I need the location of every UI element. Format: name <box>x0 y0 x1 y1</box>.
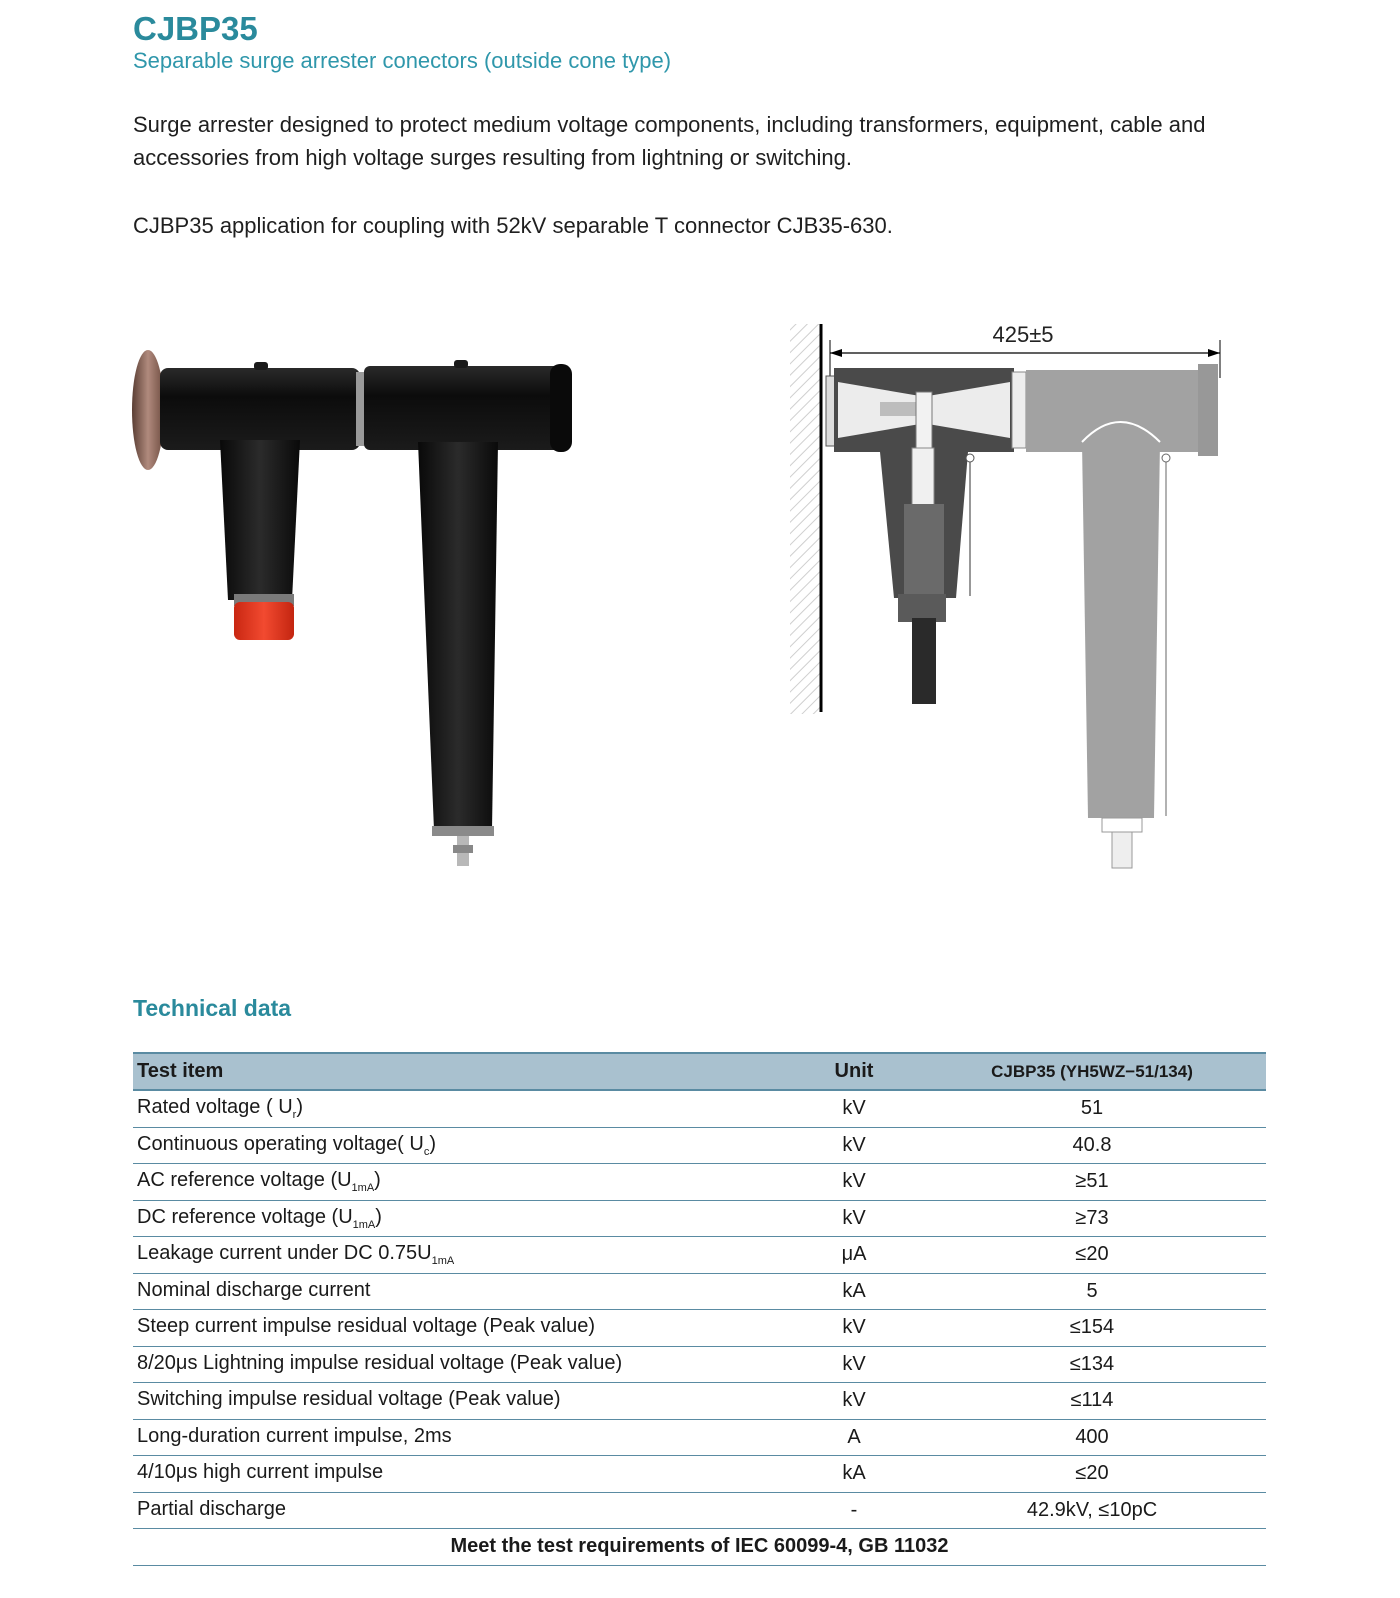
product-subtitle: Separable surge arrester conectors (outside cone type) <box>133 48 672 73</box>
unit-cell: kA <box>790 1273 918 1310</box>
value-cell: 5 <box>918 1273 1266 1310</box>
table-row <box>133 1164 1266 1201</box>
unit-cell: kV <box>790 1383 918 1420</box>
table-footer-note: Meet the test requirements of IEC 60099-4, GB 11032 <box>133 1529 1266 1566</box>
technical-data-table <box>133 1052 1266 1566</box>
product-title: CJBP35 <box>133 10 258 47</box>
column-header-value: CJBP35 (YH5WZ−51/134) <box>918 1053 1266 1090</box>
value-cell: ≥51 <box>918 1164 1266 1201</box>
test-item-cell: DC reference voltage $(U_{1mA})$ <box>133 1200 790 1237</box>
technical-data-heading: Technical data <box>133 995 292 1021</box>
test-item-cell: Switching impulse residual voltage (Peak value) <box>133 1383 790 1420</box>
value-cell: ≤154 <box>918 1310 1266 1347</box>
value-cell: ≥73 <box>918 1200 1266 1237</box>
description-paragraph-1: Surge arrester designed to protect medium voltage components, including transformers, equipment, cable and accessories from high voltage surges resulting from lightning or switching. <box>133 112 1206 170</box>
unit-cell: kV <box>790 1127 918 1164</box>
table-row <box>133 1200 1266 1237</box>
test-item-cell: Nominal discharge current <box>133 1273 790 1310</box>
unit-cell: kV <box>790 1346 918 1383</box>
column-header-unit: Unit <box>790 1053 918 1090</box>
value-cell: ≤114 <box>918 1383 1266 1420</box>
value-cell: 400 <box>918 1419 1266 1456</box>
unit-cell: - <box>790 1492 918 1529</box>
value-cell: 51 <box>918 1090 1266 1127</box>
table-row <box>133 1492 1266 1529</box>
test-item-cell: 4/10μs high current impulse <box>133 1456 790 1493</box>
value-cell: 42.9kV, ≤10pC <box>918 1492 1266 1529</box>
table-row <box>133 1273 1266 1310</box>
table-row <box>133 1237 1266 1274</box>
table-row <box>133 1383 1266 1420</box>
unit-cell: kV <box>790 1200 918 1237</box>
unit-cell: kV <box>790 1164 918 1201</box>
test-item-cell: Partial discharge <box>133 1492 790 1529</box>
test-item-cell: Rated voltage ( $U_r$) <box>133 1090 790 1127</box>
unit-cell: A <box>790 1419 918 1456</box>
table-footer-row <box>133 1529 1266 1566</box>
unit-cell: kA <box>790 1456 918 1493</box>
value-cell: ≤134 <box>918 1346 1266 1383</box>
technical-drawing <box>790 318 1250 890</box>
table-header-row <box>133 1053 1266 1090</box>
table-row <box>133 1456 1266 1493</box>
unit-cell: kV <box>790 1090 918 1127</box>
test-item-cell: 8/20μs Lightning impulse residual voltage (Peak value) <box>133 1346 790 1383</box>
table-row <box>133 1127 1266 1164</box>
value-cell: 40.8 <box>918 1127 1266 1164</box>
unit-cell: μA <box>790 1237 918 1274</box>
table-row <box>133 1090 1266 1127</box>
red-cap <box>234 602 294 640</box>
description-paragraph-2: CJBP35 application for coupling with 52kV separable T connector CJB35-630. <box>133 213 893 238</box>
test-item-cell: Leakage current under DC $0.75U_{1mA}$ <box>133 1237 790 1274</box>
value-cell: ≤20 <box>918 1456 1266 1493</box>
table-row <box>133 1310 1266 1347</box>
test-item-cell: Continuous operating voltage( $U_c$) <box>133 1127 790 1164</box>
test-item-cell: Long-duration current impulse, 2ms <box>133 1419 790 1456</box>
table-row <box>133 1346 1266 1383</box>
dimension-label: 425±5 <box>992 322 1054 347</box>
product-photo <box>120 330 640 910</box>
column-header-test-item: Test item <box>133 1053 790 1090</box>
unit-cell: kV <box>790 1310 918 1347</box>
test-item-cell: AC reference voltage $(U_{1mA})$ <box>133 1164 790 1201</box>
value-cell: ≤20 <box>918 1237 1266 1274</box>
table-row <box>133 1419 1266 1456</box>
test-item-cell: Steep current impulse residual voltage (Peak value) <box>133 1310 790 1347</box>
